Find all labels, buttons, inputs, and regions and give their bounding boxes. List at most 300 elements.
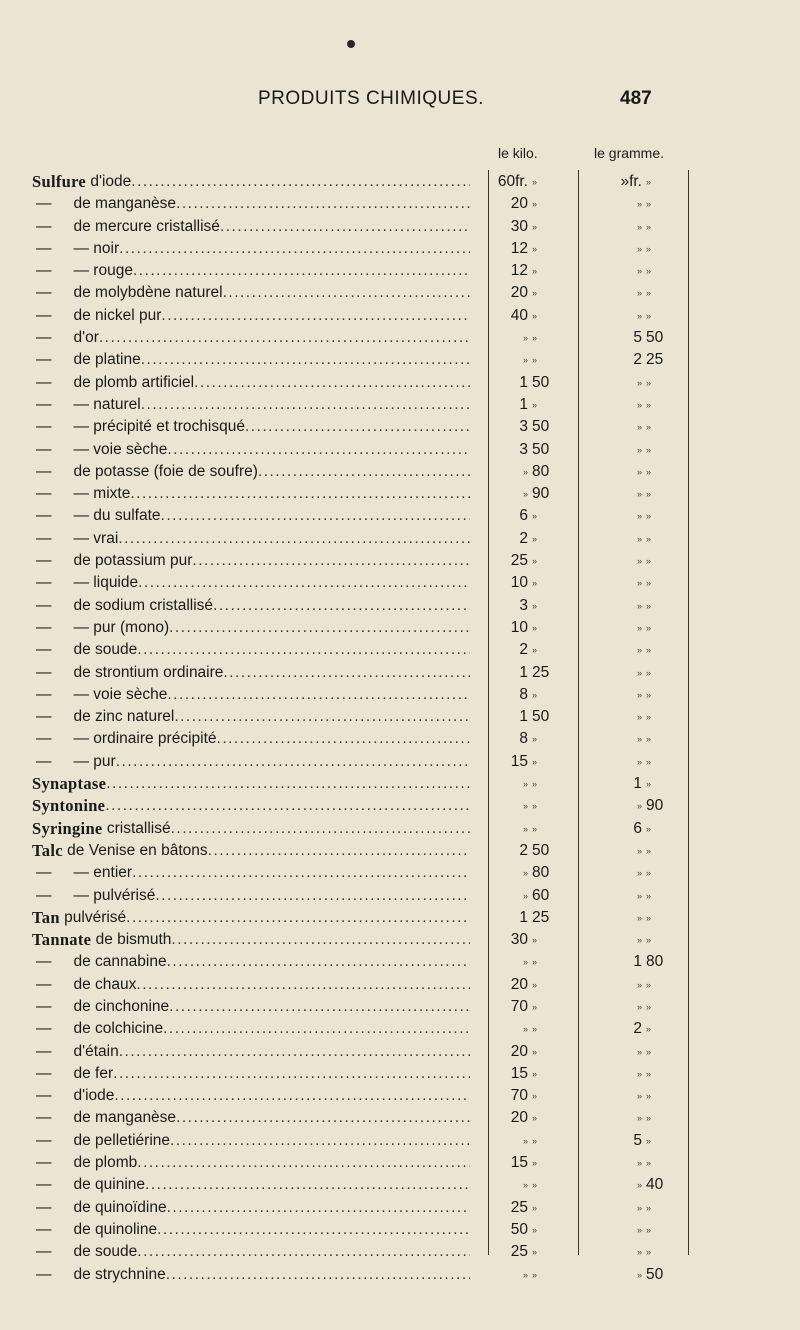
dot-leader xyxy=(213,595,470,617)
ditto-dash: — xyxy=(36,329,52,347)
kilo-francs-cell: » xyxy=(522,890,528,901)
dot-leader xyxy=(258,461,470,483)
row-label xyxy=(0,171,470,193)
kilo-francs-cell: 12 xyxy=(510,239,528,257)
dot-leader xyxy=(138,572,470,594)
gramme-centimes-cell: » xyxy=(646,622,652,633)
dot-leader xyxy=(113,1063,470,1085)
ditto-dash: — xyxy=(36,1176,52,1194)
entry-text: — entier xyxy=(73,864,133,882)
entry-keyword: Syringine xyxy=(32,818,103,838)
ditto-dash: — xyxy=(36,663,52,681)
kilo-francs-cell: 12 xyxy=(510,262,528,280)
gramme-francs-cell: 1 xyxy=(633,953,642,971)
kilo-centimes-cell: 80 xyxy=(532,864,550,882)
table-row xyxy=(0,550,800,572)
table-row xyxy=(0,662,800,684)
gramme-francs-cell: » xyxy=(636,868,642,879)
table-row xyxy=(0,216,800,238)
table-row xyxy=(0,1241,800,1263)
entry-text: de sodium cristallisé xyxy=(73,596,214,614)
gramme-francs-cell: » xyxy=(636,199,642,210)
dot-leader xyxy=(114,1085,470,1107)
entry-text: de quinoïdine xyxy=(73,1198,167,1216)
row-label xyxy=(0,260,470,282)
kilo-francs-cell: 60fr. xyxy=(497,173,528,190)
ditto-dash: — xyxy=(36,886,52,904)
gramme-francs-cell: » xyxy=(636,399,642,410)
gramme-francs-cell: » xyxy=(636,667,642,678)
kilo-francs-cell: 10 xyxy=(510,618,528,636)
gramme-francs-cell: » xyxy=(636,556,642,567)
gramme-francs-cell: » xyxy=(636,489,642,500)
dot-leader xyxy=(171,929,470,951)
row-label xyxy=(0,728,470,750)
table-row xyxy=(0,282,800,304)
kilo-francs-cell: 3 xyxy=(519,596,528,614)
dot-leader xyxy=(155,885,470,907)
entry-text: de soude xyxy=(73,1243,138,1261)
entry-text: de bismuth xyxy=(91,931,172,949)
entry-text: de strychnine xyxy=(73,1265,166,1283)
kilo-francs-cell: 70 xyxy=(510,997,528,1015)
kilo-centimes-cell: » xyxy=(532,1024,538,1035)
gramme-francs-cell: » xyxy=(636,1224,642,1235)
ditto-dash: — xyxy=(36,351,52,369)
row-label xyxy=(0,1130,470,1152)
price-table xyxy=(0,171,800,1286)
table-row xyxy=(0,528,800,550)
dot-leader xyxy=(167,1197,470,1219)
table-row xyxy=(0,305,800,327)
entry-text: cristallisé xyxy=(102,819,171,837)
gramme-centimes-cell: » xyxy=(646,756,652,767)
kilo-centimes-cell: » xyxy=(532,511,538,522)
kilo-francs-cell: 3 xyxy=(519,440,528,458)
gramme-francs-cell: » xyxy=(636,622,642,633)
kilo-centimes-cell: » xyxy=(532,779,538,790)
row-label xyxy=(0,907,470,929)
gramme-centimes-cell: » xyxy=(646,266,652,277)
row-label xyxy=(0,1197,470,1219)
row-label xyxy=(0,1041,470,1063)
gramme-francs-cell: » xyxy=(636,712,642,723)
entry-keyword: Tan xyxy=(32,907,60,927)
entry-text: — pur xyxy=(73,752,116,770)
table-row xyxy=(0,1085,800,1107)
gramme-francs-cell: 2 xyxy=(633,1020,642,1038)
kilo-centimes-cell: 25 xyxy=(532,908,550,926)
gramme-francs-cell: 1 xyxy=(633,775,642,793)
gramme-centimes-cell: » xyxy=(646,1068,652,1079)
entry-text: de Venise en bâtons xyxy=(62,841,208,859)
column-header-kilo: le kilo. xyxy=(498,145,538,161)
dot-leader xyxy=(133,260,470,282)
gramme-francs-cell: » xyxy=(636,1091,642,1102)
kilo-centimes-cell: » xyxy=(532,333,538,344)
kilo-francs-cell: 1 xyxy=(519,908,528,926)
table-row xyxy=(0,751,800,773)
row-label xyxy=(0,1063,470,1085)
entry-text: de quinine xyxy=(73,1176,146,1194)
kilo-centimes-cell: » xyxy=(532,734,538,745)
ditto-dash: — xyxy=(36,953,52,971)
kilo-centimes-cell: » xyxy=(532,243,538,254)
entry-text: — liquide xyxy=(73,574,139,592)
table-row xyxy=(0,572,800,594)
column-header-gramme: le gramme. xyxy=(594,145,665,161)
ditto-dash: — xyxy=(36,284,52,302)
ditto-dash: — xyxy=(36,618,52,636)
entry-text: — voie sèche xyxy=(73,440,168,458)
ditto-dash: — xyxy=(36,418,52,436)
table-row xyxy=(0,394,800,416)
row-label xyxy=(0,1085,470,1107)
kilo-centimes-cell: » xyxy=(532,266,538,277)
ditto-dash: — xyxy=(36,507,52,525)
kilo-centimes-cell: 25 xyxy=(532,663,550,681)
kilo-francs-cell: 30 xyxy=(510,931,528,949)
kilo-francs-cell: 25 xyxy=(510,1198,528,1216)
gramme-centimes-cell: 40 xyxy=(646,1176,664,1194)
entry-text: de plomb artificiel xyxy=(73,373,195,391)
kilo-centimes-cell: » xyxy=(532,399,538,410)
gramme-francs-cell: » xyxy=(636,756,642,767)
entry-text: — ordinaire précipité xyxy=(73,730,217,748)
dot-leader xyxy=(245,416,470,438)
row-label xyxy=(0,595,470,617)
ditto-dash: — xyxy=(36,395,52,413)
entry-text: — du sulfate xyxy=(73,507,161,525)
ink-dot xyxy=(347,40,355,48)
dot-leader xyxy=(167,951,470,973)
dot-leader xyxy=(130,483,470,505)
ditto-dash: — xyxy=(36,262,52,280)
ditto-dash: — xyxy=(36,529,52,547)
kilo-francs-cell: » xyxy=(522,355,528,366)
dot-leader xyxy=(171,818,470,840)
dot-leader xyxy=(223,662,470,684)
row-label xyxy=(0,1219,470,1241)
kilo-francs-cell: 6 xyxy=(519,507,528,525)
kilo-francs-cell: 1 xyxy=(519,708,528,726)
kilo-centimes-cell: » xyxy=(532,1068,538,1079)
table-row xyxy=(0,996,800,1018)
table-row xyxy=(0,461,800,483)
entry-text: — rouge xyxy=(73,262,133,280)
dot-leader xyxy=(176,193,470,215)
row-label xyxy=(0,751,470,773)
kilo-centimes-cell: » xyxy=(532,310,538,321)
row-label xyxy=(0,773,470,795)
entry-text: — voie sèche xyxy=(73,685,168,703)
kilo-francs-cell: 20 xyxy=(510,975,528,993)
ditto-dash: — xyxy=(36,975,52,993)
gramme-centimes-cell: 80 xyxy=(646,953,664,971)
kilo-francs-cell: » xyxy=(522,957,528,968)
table-row xyxy=(0,327,800,349)
gramme-francs-cell: » xyxy=(636,444,642,455)
table-row xyxy=(0,171,800,193)
entry-text: de soude xyxy=(73,641,138,659)
table-row xyxy=(0,795,800,817)
dot-leader xyxy=(116,751,470,773)
table-row xyxy=(0,372,800,394)
kilo-centimes-cell: » xyxy=(532,1135,538,1146)
kilo-centimes-cell: » xyxy=(532,801,538,812)
entry-keyword: Talc xyxy=(32,840,63,860)
table-row xyxy=(0,684,800,706)
dot-leader xyxy=(176,1107,470,1129)
gramme-centimes-cell: » xyxy=(646,600,652,611)
gramme-centimes-cell: » xyxy=(646,1091,652,1102)
table-row xyxy=(0,1018,800,1040)
ditto-dash: — xyxy=(36,1109,52,1127)
gramme-francs-cell: » xyxy=(636,734,642,745)
kilo-centimes-cell: » xyxy=(532,935,538,946)
dot-leader xyxy=(220,216,470,238)
kilo-centimes-cell: » xyxy=(532,1046,538,1057)
kilo-francs-cell: 1 xyxy=(519,373,528,391)
entry-text: — noir xyxy=(73,239,120,257)
table-row xyxy=(0,1152,800,1174)
entry-text: de potasse (foie de soufre) xyxy=(73,462,258,480)
row-label xyxy=(0,1241,470,1263)
dot-leader xyxy=(169,617,470,639)
entry-text: d'étain xyxy=(73,1042,119,1060)
gramme-centimes-cell: » xyxy=(646,1024,652,1035)
row-label xyxy=(0,1264,470,1286)
ditto-dash: — xyxy=(36,306,52,324)
kilo-francs-cell: 2 xyxy=(519,641,528,659)
kilo-centimes-cell: 80 xyxy=(532,462,550,480)
entry-text: d'or xyxy=(73,329,99,347)
table-row xyxy=(0,1063,800,1085)
gramme-centimes-cell: » xyxy=(646,912,652,923)
table-row xyxy=(0,260,800,282)
gramme-francs-cell: » xyxy=(636,1113,642,1124)
kilo-francs-cell: 25 xyxy=(510,552,528,570)
kilo-francs-cell: 2 xyxy=(519,529,528,547)
gramme-centimes-cell: » xyxy=(646,667,652,678)
kilo-francs-cell: » xyxy=(522,1135,528,1146)
dot-leader xyxy=(136,974,470,996)
gramme-centimes-cell: » xyxy=(646,177,652,187)
row-label xyxy=(0,238,470,260)
dot-leader xyxy=(141,394,470,416)
gramme-francs-cell: » xyxy=(636,1158,642,1169)
dot-leader xyxy=(145,1174,470,1196)
row-label xyxy=(0,461,470,483)
gramme-francs-cell: » xyxy=(636,912,642,923)
table-row xyxy=(0,840,800,862)
gramme-centimes-cell: » xyxy=(646,868,652,879)
kilo-centimes-cell: » xyxy=(532,556,538,567)
entry-text: de nickel pur xyxy=(73,306,162,324)
gramme-francs-cell: » xyxy=(636,266,642,277)
gramme-francs-cell: » xyxy=(636,243,642,254)
gramme-centimes-cell: » xyxy=(646,845,652,856)
gramme-francs-cell: » xyxy=(636,1068,642,1079)
gramme-centimes-cell: » xyxy=(646,779,652,790)
row-label xyxy=(0,706,470,728)
kilo-centimes-cell: » xyxy=(532,979,538,990)
kilo-francs-cell: » xyxy=(522,466,528,477)
dot-leader xyxy=(208,840,470,862)
gramme-francs-cell: » xyxy=(636,377,642,388)
row-label xyxy=(0,282,470,304)
ditto-dash: — xyxy=(36,373,52,391)
gramme-francs-cell: 6 xyxy=(633,819,642,837)
table-row xyxy=(0,773,800,795)
kilo-francs-cell: » xyxy=(522,823,528,834)
table-row xyxy=(0,193,800,215)
table-row xyxy=(0,951,800,973)
entry-text: de mercure cristallisé xyxy=(73,217,220,235)
kilo-centimes-cell: » xyxy=(532,1224,538,1235)
kilo-centimes-cell: 50 xyxy=(532,373,550,391)
kilo-francs-cell: » xyxy=(522,1180,528,1191)
gramme-centimes-cell: » xyxy=(646,1224,652,1235)
entry-text: — pur (mono) xyxy=(73,618,170,636)
entry-text: de manganèse xyxy=(73,195,177,213)
kilo-centimes-cell: 50 xyxy=(532,841,550,859)
gramme-centimes-cell: » xyxy=(646,979,652,990)
entry-keyword: Syntonine xyxy=(32,796,106,816)
gramme-centimes-cell: 50 xyxy=(646,329,664,347)
gramme-centimes-cell: » xyxy=(646,243,652,254)
ditto-dash: — xyxy=(36,641,52,659)
table-row xyxy=(0,862,800,884)
gramme-centimes-cell: » xyxy=(646,489,652,500)
kilo-centimes-cell: 90 xyxy=(532,485,550,503)
kilo-centimes-cell: 60 xyxy=(532,886,550,904)
ditto-dash: — xyxy=(36,752,52,770)
ditto-dash: — xyxy=(36,217,52,235)
gramme-francs-cell: » xyxy=(636,288,642,299)
row-label xyxy=(0,416,470,438)
row-label xyxy=(0,305,470,327)
kilo-francs-cell: 15 xyxy=(510,1064,528,1082)
table-row xyxy=(0,728,800,750)
table-row xyxy=(0,929,800,951)
gramme-francs-cell: » xyxy=(636,890,642,901)
dot-leader xyxy=(132,862,470,884)
ditto-dash: — xyxy=(36,1020,52,1038)
gramme-francs-cell: » xyxy=(636,845,642,856)
kilo-francs-cell: 25 xyxy=(510,1243,528,1261)
gramme-francs-cell: 5 xyxy=(633,1131,642,1149)
entry-text: de cannabine xyxy=(73,953,167,971)
running-title: PRODUITS CHIMIQUES. xyxy=(258,88,484,109)
ditto-dash: — xyxy=(36,485,52,503)
gramme-centimes-cell: » xyxy=(646,1113,652,1124)
gramme-centimes-cell: 50 xyxy=(646,1265,664,1283)
gramme-centimes-cell: » xyxy=(646,578,652,589)
kilo-centimes-cell: » xyxy=(532,1180,538,1191)
table-row xyxy=(0,1174,800,1196)
dot-leader xyxy=(119,238,470,260)
gramme-francs-cell: » xyxy=(636,935,642,946)
dot-leader xyxy=(118,528,470,550)
table-row xyxy=(0,706,800,728)
ditto-dash: — xyxy=(36,462,52,480)
column-headers xyxy=(0,145,800,165)
gramme-francs-cell: » xyxy=(636,1046,642,1057)
dot-leader xyxy=(167,684,470,706)
row-label xyxy=(0,1152,470,1174)
table-row xyxy=(0,1107,800,1129)
table-row xyxy=(0,974,800,996)
gramme-francs-cell: » xyxy=(636,221,642,232)
kilo-francs-cell: » xyxy=(522,779,528,790)
row-label xyxy=(0,639,470,661)
row-label xyxy=(0,327,470,349)
kilo-centimes-cell: » xyxy=(532,957,538,968)
page-header xyxy=(0,88,800,118)
kilo-francs-cell: » xyxy=(522,1269,528,1280)
gramme-francs-cell: » xyxy=(636,1001,642,1012)
entry-keyword: Synaptase xyxy=(32,774,107,794)
gramme-francs-cell: » xyxy=(636,689,642,700)
dot-leader xyxy=(163,1018,470,1040)
row-label xyxy=(0,617,470,639)
entry-text: de chaux xyxy=(73,975,137,993)
row-label xyxy=(0,572,470,594)
row-label xyxy=(0,951,470,973)
ditto-dash: — xyxy=(36,440,52,458)
dot-leader xyxy=(99,327,470,349)
gramme-centimes-cell: » xyxy=(646,890,652,901)
table-row xyxy=(0,617,800,639)
gramme-francs-cell: » xyxy=(636,310,642,321)
gramme-centimes-cell: » xyxy=(646,199,652,210)
dot-leader xyxy=(174,706,470,728)
row-label xyxy=(0,216,470,238)
dot-leader xyxy=(157,1219,470,1241)
gramme-francs-cell: » xyxy=(636,801,642,812)
row-label xyxy=(0,840,470,862)
kilo-francs-cell: 10 xyxy=(510,574,528,592)
row-label xyxy=(0,505,470,527)
kilo-francs-cell: » xyxy=(522,489,528,500)
gramme-centimes-cell: » xyxy=(646,1247,652,1258)
kilo-francs-cell: 1 xyxy=(519,395,528,413)
entry-text: de potassium pur xyxy=(73,552,193,570)
table-row xyxy=(0,595,800,617)
table-row xyxy=(0,639,800,661)
kilo-centimes-cell: » xyxy=(532,1247,538,1258)
ditto-dash: — xyxy=(36,708,52,726)
row-label xyxy=(0,818,470,840)
ditto-dash: — xyxy=(36,552,52,570)
gramme-centimes-cell: » xyxy=(646,823,652,834)
gramme-francs-cell: » xyxy=(636,1269,642,1280)
gramme-centimes-cell: 90 xyxy=(646,797,664,815)
kilo-francs-cell: 2 xyxy=(519,841,528,859)
table-row xyxy=(0,818,800,840)
gramme-francs-cell: 2 xyxy=(633,351,642,369)
row-label xyxy=(0,1174,470,1196)
ditto-dash: — xyxy=(36,1064,52,1082)
table-row xyxy=(0,505,800,527)
dot-leader xyxy=(194,372,470,394)
kilo-centimes-cell: » xyxy=(532,622,538,633)
dot-leader xyxy=(223,282,470,304)
gramme-centimes-cell: » xyxy=(646,422,652,433)
row-label xyxy=(0,349,470,371)
gramme-francs-cell: » xyxy=(636,645,642,656)
